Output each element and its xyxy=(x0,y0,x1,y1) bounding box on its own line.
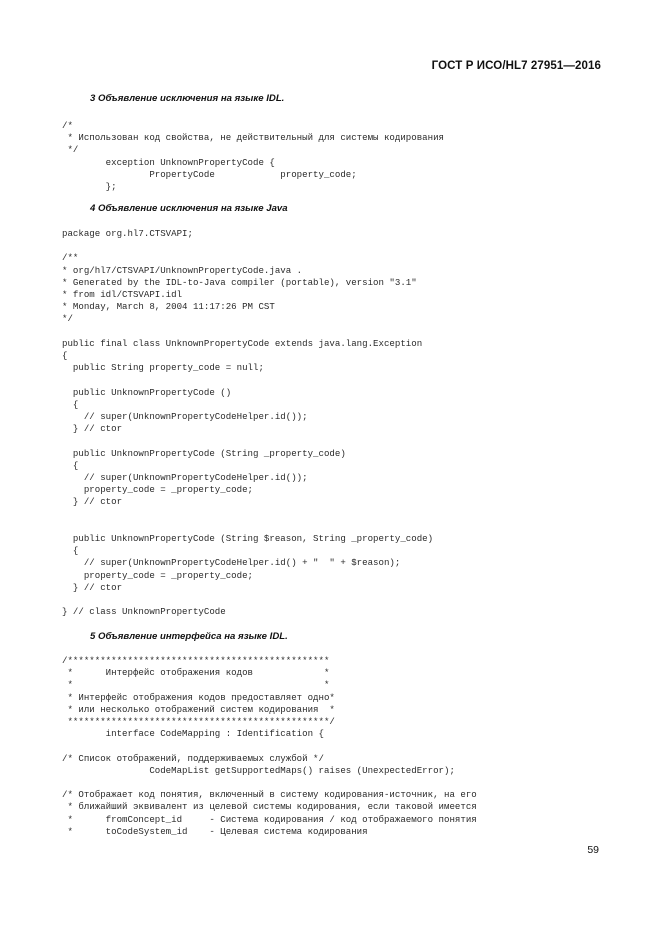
code-block-idl-exception: /* * Использован код свойства, не действительный для системы кодирования */ exception UnknownPropertyCode { PropertyCode property_code; }; xyxy=(62,120,444,193)
standard-header: ГОСТ Р ИСО/HL7 27951—2016 xyxy=(431,60,601,72)
section-heading-idl-exception: 3 Объявление исключения на языке IDL. xyxy=(90,93,285,104)
code-block-java-exception: package org.hl7.CTSVAPI; /** * org/hl7/CTSVAPI/UnknownPropertyCode.java . * Generated by the IDL-to-Java compiler (portable), version "3.1" * from idl/CTSVAPI.idl * Monday, March 8, 2004 11:17:26 PM CST */ public final class UnknownPropertyCode extends java.lang.Exception { public String property_code = null; public UnknownPropertyCode () { // super(UnknownPropertyCodeHelper.id()); } // ctor public UnknownPropertyCode (String _property_code) { // super(UnknownPropertyCodeHelper.id()); property_code = _property_code; } // ctor public UnknownPropertyCode (String $reason, String _property_code) { // super(UnknownPropertyCodeHelper.id() + " " + $reason); property_code = _property_code; } // ctor } // class UnknownPropertyCode xyxy=(62,228,434,618)
section-heading-java-exception: 4 Объявление исключения на языке Java xyxy=(90,203,288,214)
section-heading-idl-interface: 5 Объявление интерфейса на языке IDL. xyxy=(90,631,288,642)
code-block-idl-interface: /************************************************ * Интерфейс отображения кодов * * * * Интерфейс отображения кодов предоставляет одно* * или несколько отображений систем кодирования * ************************************************/ interface CodeMapping : Identification { /* Список отображений, поддерживаемых службой */ CodeMapList getSupportedMaps() raises (UnexpectedError); /* Отображает код понятия, включенный в систему кодирования-источник, на его * ближайший эквивалент из целевой системы кодирования, если таковой имеется * fromConcept_id - Система кодирования / код отображаемого понятия * toCodeSystem_id - Целевая система кодирования xyxy=(62,655,477,837)
page-number: 59 xyxy=(587,844,599,856)
